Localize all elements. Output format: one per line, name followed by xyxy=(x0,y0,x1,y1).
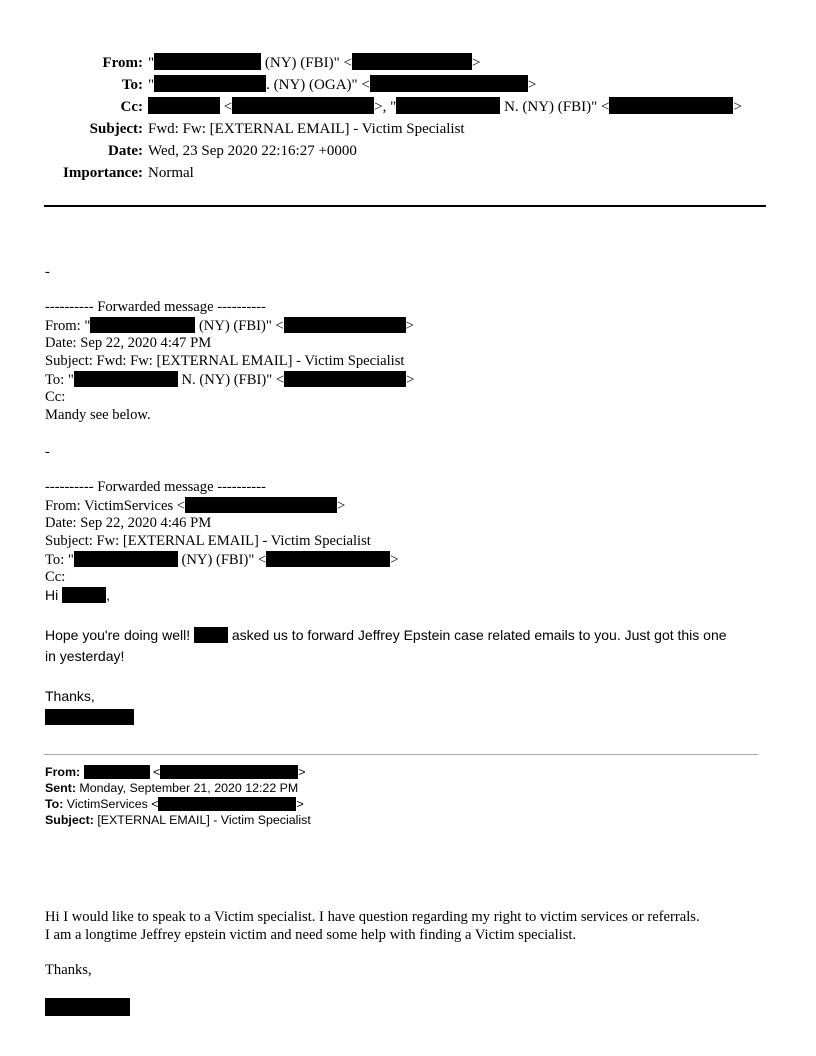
fwd-subject: Subject: Fw: [EXTERNAL EMAIL] - Victim Specialist xyxy=(45,533,371,549)
redaction xyxy=(148,97,220,114)
orig-subject: Subject: [EXTERNAL EMAIL] - Victim Specialist xyxy=(45,813,311,827)
redaction xyxy=(74,371,178,387)
redaction xyxy=(352,53,472,70)
message-line-1: Hope you're doing well! asked us to forward Jeffrey Epstein case related emails to you. Just got this one xyxy=(45,627,727,643)
redaction xyxy=(158,797,296,811)
fwd-subject: Subject: Fwd: Fw: [EXTERNAL EMAIL] - Victim Specialist xyxy=(45,353,405,369)
date-label: Date: xyxy=(108,143,143,159)
dash-line: - xyxy=(45,264,50,280)
to-value: " . (NY) (OGA)" < > xyxy=(148,77,537,93)
redaction xyxy=(62,587,106,603)
fwd-date: Date: Sep 22, 2020 4:46 PM xyxy=(45,515,212,531)
cc-label: Cc: xyxy=(120,99,143,115)
redaction xyxy=(232,97,374,114)
header-divider xyxy=(44,205,766,207)
fwd-note: Mandy see below. xyxy=(45,407,151,423)
fwd-to: To: " (NY) (FBI)" < > xyxy=(45,552,399,568)
redaction xyxy=(609,97,733,114)
redaction xyxy=(284,371,406,387)
subject-value: Fwd: Fw: [EXTERNAL EMAIL] - Victim Specialist xyxy=(148,121,465,137)
fwd-date: Date: Sep 22, 2020 4:47 PM xyxy=(45,335,212,351)
date-value: Wed, 23 Sep 2020 22:16:27 +0000 xyxy=(148,143,357,159)
fwd-cc: Cc: xyxy=(45,569,66,585)
importance-value: Normal xyxy=(148,165,194,181)
redaction xyxy=(160,765,298,779)
body-line-2: I am a longtime Jeffrey epstein victim and need some help with finding a Victim specialist. xyxy=(45,927,577,943)
cc-value: < >, " N. (NY) (FBI)" < > xyxy=(148,96,742,118)
redaction xyxy=(185,497,337,513)
redaction xyxy=(396,97,500,114)
redaction xyxy=(84,765,150,779)
importance-label: Importance: xyxy=(63,165,143,181)
orig-sent: Sent: Monday, September 21, 2020 12:22 PM xyxy=(45,781,299,795)
forward-divider: ---------- Forwarded message ---------- xyxy=(45,299,266,315)
orig-from: From: < > xyxy=(45,765,306,779)
from-value: " (NY) (FBI)" < > xyxy=(148,55,481,71)
greeting: Hi , xyxy=(45,587,111,603)
redaction xyxy=(90,317,195,333)
redaction xyxy=(194,627,228,643)
redaction xyxy=(74,551,178,567)
from-label: From: xyxy=(102,55,143,71)
fwd-from: From: VictimServices < > xyxy=(45,498,346,514)
forward-divider: ---------- Forwarded message ---------- xyxy=(45,479,266,495)
body-line-1: Hi I would like to speak to a Victim specialist. I have question regarding my right to victim services or referrals. xyxy=(45,909,700,925)
dash-line: - xyxy=(45,444,50,460)
to-label: To: xyxy=(121,77,143,93)
orig-to: To: VictimServices < > xyxy=(45,797,304,811)
redaction xyxy=(284,317,406,333)
message-divider xyxy=(44,754,758,755)
signature-redaction xyxy=(45,998,130,1016)
message-line-2: in yesterday! xyxy=(45,648,125,664)
fwd-to: To: " N. (NY) (FBI)" < > xyxy=(45,372,415,388)
thanks: Thanks, xyxy=(45,688,95,704)
redaction xyxy=(370,75,528,92)
fwd-from: From: " (NY) (FBI)" < > xyxy=(45,318,414,334)
redaction xyxy=(154,75,266,92)
redaction xyxy=(266,551,390,567)
redaction xyxy=(154,53,261,70)
subject-label: Subject: xyxy=(89,121,143,137)
signature-redaction xyxy=(45,709,134,725)
fwd-cc: Cc: xyxy=(45,389,66,405)
thanks: Thanks, xyxy=(45,962,92,978)
